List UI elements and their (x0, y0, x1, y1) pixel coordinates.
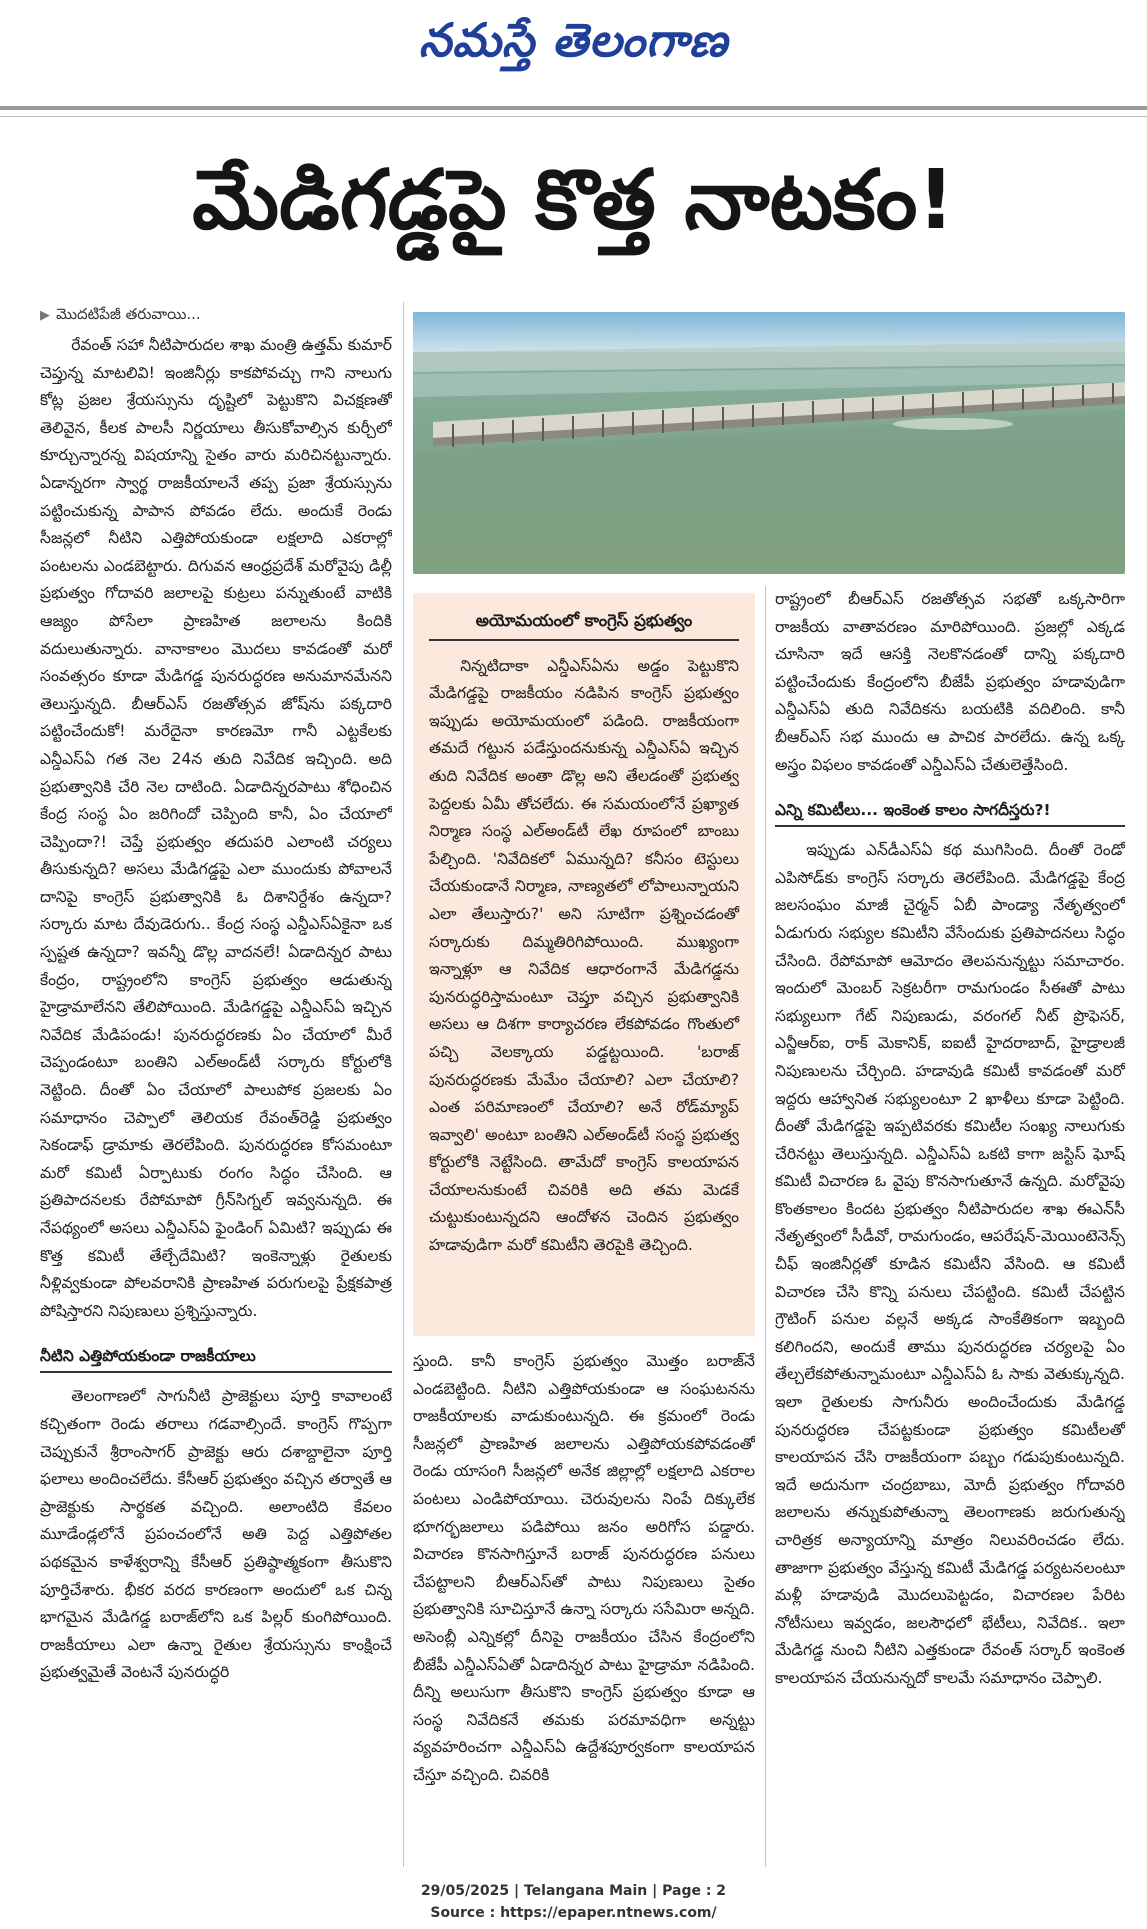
body-paragraph: స్తుంది. కానీ కాంగ్రెస్ ప్రభుత్వం మొత్తం బరాజ్‌నే ఎండబెట్టింది. నీటిని ఎత్తిపోయకుండా ఆ సంఘటనను రాజకీయాలకు వాడుకుంటున్నది. ఈ క్రమంలో రెండు సీజన్లలో ప్రాణహిత జలాలను ఎత్తిపోయకపోవడంతో రెండు యాసంగి సీజన్లలో అనేక జిల్లాల్లో లక్షలాది ఎకరాల పంటలు ఎండిపోయాయి. చెరువులను నింపే దిక్కులేక భూగర్భజలాలు పడిపోయి జనం అరిగోస పడ్డారు. విచారణ కొనసాగిస్తూనే బరాజ్ పునరుద్ధరణ పనులు చేపట్టాలని బీఆర్ఎస్‌తో పాటు నిపుణులు సైతం ప్రభుత్వానికి సూచిస్తూనే ఉన్నా సర్కారు ససేమిరా అన్నది. అసెంబ్లీ ఎన్నికల్లో దీనిపై రాజకీయం చేసిన కేంద్రంలోని బీజేపీ ఎన్డీఎస్ఏతో ఏడాదిన్నర పాటు హైడ్రామా నడిపింది. దీన్ని అలుసుగా తీసుకొని కాంగ్రెస్ ప్రభుత్వం కూడా ఆ సంస్థ నివేదికనే తమకు పరమావధిగా అన్నట్టు వ్యవహరించగా ఎన్డీఎస్ఏ ఉద్దేశపూర్వకంగా కాలయాపన చేస్తూ వచ్చింది. చివరికి (413, 1352, 755, 1784)
play-arrow-icon: ▶ (40, 308, 50, 323)
body-paragraph: ఇప్పుడు ఎన్‌డీఎస్ఏ కథ ముగిసింది. దీంతో రెండో ఎపిసోడ్‌కు కాంగ్రెస్ సర్కారు తెరలేపింది. మేడిగడ్డపై కేంద్ర జలసంఘం మాజీ చైర్మన్ ఏబీ పాండ్యా నేతృత్వంలో ఏడుగురు సభ్యుల కమిటీని వేసేందుకు ప్రతిపాదనలు సిద్ధం చేసింది. రేపోమాపో ఆమోదం తెలపనున్నట్టు సమాచారం. ఇందులో మెంబర్ సెక్రటరీగా రామగుండం సీఈతో పాటు సభ్యులుగా గేట్ నిపుణుడు, వరంగల్ నీట్ ప్రొఫెసర్, ఎన్జీఆర్ఐ, రాక్ మెకానిక్, ఐఐటీ హైదరాబాద్, హైడ్రాలజీ నిపుణులను చేర్చింది. హడావుడి కమిటీ కావడంతో మరో ఇద్దరు ఆహ్వానిత సభ్యులంటూ 2 ఖాళీలు కూడా పెట్టింది. దీంతో మేడిగడ్డపై ఇప్పటివరకు కమిటీల సంఖ్య నాలుగుకు చేరినట్టు తెలుస్తున్నది. ఎన్డీఎస్ఏ ఒకటి కాగా జస్టిస్ ఘోష్ కమిటీ విచారణ ఓ వైపు కొనసాగుతూనే ఉన్నది. మరోవైపు కొంతకాలం కిందట ప్రభుత్వం నీటిపారుదల శాఖ ఈఎన్‌సీ నేతృత్వంలో సీడీవో, రామగుండం, ఆపరేషన్-మెయింటెనెన్స్ చీఫ్ ఇంజినీర్లతో కూడిన కమిటీని వేసింది. ఆ కమిటీ విచారణ చేసి కొన్ని పనులు చేపట్టింది. కమిటీ చేపట్టిన గ్రౌటింగ్ పనుల వల్లనే అక్కడ సాంకేతికంగా ఇబ్బంది కలిగిందని, అందుకే తాము పునరుద్ధరణ చర్యలపై ఏం తేల్చలేకపోతున్నామంటూ ఎన్డీఎస్ఏ ఓ సాకు వెతుక్కున్నది. ఇలా రైతులకు సాగునీరు అందించేందుకు మేడిగడ్డ పునరుద్ధరణ చేపట్టకుండా ప్రభుత్వం కమిటీలతో కాలయాపన చేసి రాజకీయంగా పబ్బం గడుపుకుంటున్నది. ఇదే అదునుగా చంద్రబాబు, మోదీ ప్రభుత్వం గోదావరి జలాలను తన్నుకుపోతున్నా తెలంగాణకు జరుగుతున్న చారిత్రక అన్యాయాన్ని మాత్రం నిలువరించడం లేదు. తాజాగా ప్రభుత్వం వేస్తున్న కమిటీ మేడిగడ్డ పర్యటనలంటూ మళ్లీ హడావుడి మొదలుపెట్టడం, విచారణల పేరిట నోటీసులు ఇవ్వడం, జలసౌధలో భేటీలు, నివేదిక.. ఇలా మేడిగడ్డ నుంచి నీటిని ఎత్తకుండా రేవంత్ సర్కార్ ఇంకెంత కాలయాపన చేయనున్నదో కాలమే సమాధానం చెప్పాలి. (775, 841, 1125, 1687)
source-link[interactable]: Source : https://epaper.ntnews.com/ (430, 1905, 717, 1921)
body-paragraph: తెలంగాణలో సాగునీటి ప్రాజెక్టులు పూర్తి కావాలంటే కచ్చితంగా రెండు తరాలు గడవాల్సిందే. కాంగ్రెస్ గొప్పగా చెప్పుకునే శ్రీరాంసాగర్ ప్రాజెక్టు ఆరు దశాబ్దాలైనా పూర్తి ఫలాలు అందించలేదు. కేసీఆర్ ప్రభుత్వం వచ్చిన తర్వాతే ఆ ప్రాజెక్టుకు సార్థకత వచ్చింది. అలాంటిది కేవలం మూడేండ్లలోనే ప్రపంచంలోనే అతి పెద్ద ఎత్తిపోతల పథకమైన కాళేశ్వరాన్ని కేసీఆర్ ప్రతిష్ఠాత్మకంగా తీసుకొని పూర్తిచేశారు. భీకర వరద కారణంగా అందులో ఒక చిన్న భాగమైన మేడిగడ్డ బరాజ్‌లోని ఒక పిల్లర్ కుంగిపోయింది. రాజకీయాలు ఎలా ఉన్నా రైతుల శ్రేయస్సును కాంక్షించే ప్రభుత్వమైతే వెంటనే పునరుద్ధరి (40, 1387, 392, 1682)
column-1 (40, 302, 392, 1867)
masthead-rule-thin (0, 116, 1147, 117)
continued-text: మొదటిపేజీ తరువాయి... (56, 305, 201, 323)
section-subhead: ఎన్ని కమిటీలు... ఇంకెంత కాలం సాగదీస్తరు?! (775, 797, 1125, 827)
column-2-lower (413, 1348, 755, 1867)
masthead (0, 0, 1147, 92)
barrage-photo (413, 312, 1125, 574)
body-paragraph: రేవంత్ సహా నీటిపారుదల శాఖ మంత్రి ఉత్తమ్ కుమార్ చెప్తున్న మాటలివి! ఇంజినీర్లు కాకపోవచ్చు గాని నాలుగు కోట్ల ప్రజల శ్రేయస్సును దృష్టిలో పెట్టుకొని విచక్షణతో తెలివైన, కీలక పాలసీ నిర్ణయాలు తీసుకోవాల్సిన కుర్చీలో కూర్చున్నారన్న విషయాన్ని సైతం వారు మరిచినట్టున్నారు. ఏడాన్నరగా స్వార్థ రాజకీయాలనే తప్ప ప్రజా శ్రేయస్సును పట్టించుకున్న పాపాన పోవడం లేదు. అందుకే రెండు సీజన్లలో నీటిని ఎత్తిపోయకుండా లక్షలాది ఎకరాల్లో పంటలను ఎండబెట్టారు. దిగువన ఆంధ్రప్రదేశ్ మరోవైపు డిల్లీ ప్రభుత్వం గోదావరి జలాలపై కుట్రలు పన్నుతుంటే వాటికి ఆజ్యం పోసేలా ప్రాణహిత జలాలను కిందికి వదులుతున్నారు. వానాకాలం మొదలు కావడంతో మరో సంవత్సరం కూడా మేడిగడ్డ పునరుద్ధరణ అనుమానమేనని తెలుస్తున్నది. బీఆర్ఎస్ రజతోత్సవ జోష్‌ను పక్కదారి పట్టించేందుకో! మరేదైనా కారణమో గానీ ఎట్టకేలకు ఎన్డీఎస్ఏ గత నెల 24న తుది నివేదిక ఇచ్చింది. అది ప్రభుత్వానికి చేరి నెల దాటింది. ఏడాదిన్నరపాటు శోధించిన కేంద్ర సంస్థ ఏం జరిగిందో చెప్పింది కానీ, ఏం చేయాలో చెప్పిందా?! చెప్తే ప్రభుత్వం తదుపరి ఎలాంటి చర్యలు తీసుకున్నది? అసలు మేడిగడ్డపై ఎలా ముందుకు పోవాలనే దానిపై కాంగ్రెస్ ప్రభుత్వానికి ఓ దిశానిర్దేశం ఉన్నదా? సర్కారు మాట దేవుడెరుగు.. కేంద్ర సంస్థ ఎన్డీఎస్‌ఏకైనా ఒక స్పష్టత ఉన్నదా? ఇవన్నీ డొల్ల వాదనలే! ఏడాదిన్నర పాటు కేంద్రం, రాష్ట్రంలోని కాంగ్రెస్ ప్రభుత్వం ఆడుతున్న హైడ్రామాలేనని తేలిపోయింది. మేడిగడ్డపై ఎన్డీఎస్ఏ ఇచ్చిన నివేదిక మేడిపండు! పునరుద్ధరణకు ఏం చేయాలో మీరే చెప్పండంటూ బంతిని ఎల్అండ్‌టీ సర్కారు కోర్టులోకి నెట్టింది. దీంతో ఏం చేయాలో పాలుపోక ప్రజలకు ఏం సమాధానం చెప్పాలో తెలియక రేవంత్‌రెడ్డి ప్రభుత్వం సెకండాఫ్ డ్రామాకు తెరలేపింది. పునరుద్ధరణ కోసమంటూ మరో కమిటీ ఏర్పాటుకు రంగం సిద్ధం చేసింది. ఆ ప్రతిపాదనలకు రేపోమాపో గ్రీన్‌సిగ్నల్ ఇవ్వనున్నది. ఈ నేపథ్యంలో అసలు ఎన్డీఎస్ఏ ఫైండింగ్ ఏమిటి? ఇప్పుడు ఈ కొత్త కమిటీ తేల్చేదేమిటి? ఇంకెన్నాళ్లు రైతులకు నీళ్లివ్వకుండా పోలవరానికి ప్రాణహిత పరుగులపై ప్రేక్షకపాత్ర పోషిస్తారని నిపుణులు ప్రశ్నిస్తున్నారు. (40, 336, 392, 1320)
article-headline: మేడిగడ్డపై కొత్త నాటకం! (192, 153, 955, 248)
sidebar-box (413, 593, 755, 1336)
newspaper-name: నమస్తే తెలంగాణ (418, 13, 729, 67)
barrage-photo-illustration (413, 312, 1125, 574)
sidebar-text: నిన్నటిదాకా ఎన్డీఎస్ఏను అడ్డం పెట్టుకొని మేడిగడ్డపై రాజకీయం నడిపిన కాంగ్రెస్ ప్రభుత్వం ఇప్పుడు అయోమయంలో పడింది. రాజకీయంగా తమదే గట్టున పడేస్తుందనుకున్న ఎన్డీఎస్ఏ ఇచ్చిన తుది నివేదిక అంతా డొల్ల అని తేలడంతో ప్రభుత్వ పెద్దలకు ఏమీ తోచలేదు. ఈ సమయంలోనే ప్రఖ్యాత నిర్మాణ సంస్థ ఎల్అండ్‌టీ లేఖ రూపంలో బాంబు పేల్చింది. 'నివేదికలో ఏమున్నది? కనీసం టెస్టులు చేయకుండానే నిర్మాణ, నాణ్యతలో లోపాలున్నాయని ఎలా తేలుస్తారు?' అని సూటిగా ప్రశ్నించడంతో సర్కారుకు దిమ్మతిరిగిపోయింది. ముఖ్యంగా ఇన్నాళ్లూ ఆ నివేదిక ఆధారంగానే మేడిగడ్డను పునరుద్ధరిస్తామంటూ చెప్తూ వచ్చిన ప్రభుత్వానికి అసలు ఆ దిశగా కార్యాచరణ లేకపోవడం గొంతులో పచ్చి వెలక్కాయ పడ్డట్టయింది. 'బరాజ్ పునరుద్ధరణకు మేమేం చేయాలి? ఎలా చేయాలి? ఎంత పరిమాణంలో చేయాలి? అనే రోడ్‌మ్యాప్ ఇవ్వాలి' అంటూ బంతిని ఎల్అండ్‌టీ సంస్థ ప్రభుత్వ కోర్టులోకి నెట్టేసింది. తామేదో కాంగ్రెస్ కాలయాపన చేయాలనుకుంటే చివరికి అది తమ మెడకే చుట్టుకుంటున్నదని ఆందోళన చెందిన ప్రభుత్వం హడావుడిగా మరో కమిటీని తెరపైకి తెచ్చింది. (429, 656, 739, 1255)
masthead-rule (0, 106, 1147, 110)
section-subhead: నీటిని ఎత్తిపోయకుండా రాజకీయాలు (40, 1343, 392, 1373)
edition-info: 29/05/2025 | Telangana Main | Page : 2 (420, 1883, 727, 1899)
column-divider (765, 586, 766, 1867)
continued-from-label (40, 302, 392, 328)
body-paragraph: రాష్ట్రంలో బీఆర్ఎస్ రజతోత్సవ సభతో ఒక్కసారిగా రాజకీయ వాతావరణం మారిపోయింది. ప్రజల్లో ఎక్కడ చూసినా ఇదే ఆసక్తి నెలకొనడంతో దాన్ని పక్కదారి పట్టించేందుకు కేంద్రంలోని బీజేపీ ప్రభుత్వం హడావుడిగా ఎన్డీఎస్ఏ తుది నివేదికను బయటికి వదిలింది. కానీ బీఆర్ఎస్ సభ ముందు ఆ పాచిక పారలేదు. ఉన్న ఒక్క అస్త్రం విఫలం కావడంతో ఎన్డీఎస్ఏ చేతులెత్తేసింది. (775, 590, 1125, 774)
sidebar-heading: అయోమయంలో కాంగ్రెస్ ప్రభుత్వం (429, 607, 739, 641)
page-footer (0, 1880, 1147, 1924)
column-divider (403, 302, 404, 1867)
column-3 (775, 586, 1125, 1867)
